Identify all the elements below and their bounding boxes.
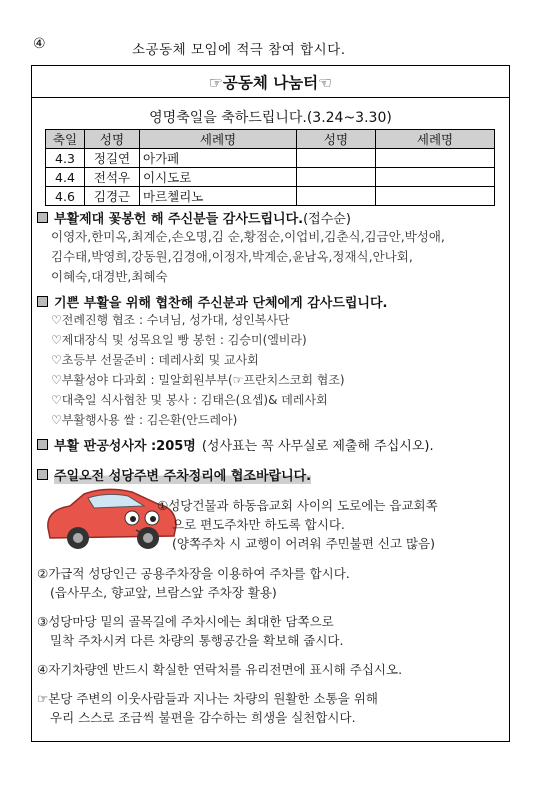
list-item: ♡부활성야 다과회 : 밀알회원부부(☞프란치스코회 협조) — [51, 373, 345, 387]
page-number: ④ — [33, 36, 46, 52]
parking-rule-1-cont: 으로 편도주차만 하도록 합시다. — [172, 517, 345, 532]
table-cell: 정길연 — [85, 149, 140, 168]
section-title: ☞공동체 나눔터☜ — [32, 66, 509, 98]
list-item: 김수태,박영희,강동원,김경애,이정자,박계순,윤남옥,정재식,안나회, — [51, 249, 413, 264]
saints-table — [45, 129, 495, 206]
table-header: 성명 — [85, 130, 140, 149]
list-item: ♡부활행사용 쌀 : 김은환(안드레아) — [51, 413, 238, 427]
confession-note: (성사표는 꼭 사무실로 제출해 주십시오). — [201, 439, 434, 454]
table-cell — [376, 149, 495, 168]
table-header: 축일 — [46, 130, 85, 149]
table-cell — [376, 187, 495, 206]
sponsor-list — [51, 310, 345, 430]
parking-heading — [37, 465, 311, 484]
list-item: 이혜숙,대경반,최혜숙 — [51, 269, 168, 284]
parking-appeal-cont: 우리 스스로 조금씩 불편을 감수하는 희생을 실천합시다. — [50, 710, 356, 725]
flower-thanks-heading — [37, 208, 351, 227]
parking-rule-1: ①성당건물과 하동읍교회 사이의 도로에는 읍교회쪽 — [157, 498, 438, 513]
table-cell: 아가페 — [140, 149, 297, 168]
table-row — [46, 149, 495, 168]
parking-rule-2: ②가급적 성당인근 공용주차장을 이용하여 주차를 합시다. — [37, 566, 350, 581]
flower-thanks-title: 부활제대 꽃봉헌 해 주신분들 감사드립니다. — [54, 212, 304, 227]
list-item: ♡제대장식 및 성목요일 빵 봉헌 : 김승미(엘비라) — [51, 333, 307, 347]
table-cell — [376, 168, 495, 187]
table-cell: 4.6 — [46, 187, 85, 206]
table-cell: 김경근 — [85, 187, 140, 206]
confession-count: 부활 판공성사자 :205명 — [54, 439, 196, 454]
parking-rule-4: ④자기차량엔 반드시 확실한 연락처를 유리전면에 표시해 주십시오. — [37, 662, 403, 677]
table-cell: 이시도로 — [140, 168, 297, 187]
square-bullet-icon — [37, 439, 48, 450]
table-cell: 4.4 — [46, 168, 85, 187]
table-cell: 전석우 — [85, 168, 140, 187]
flower-donor-list — [51, 227, 511, 287]
square-bullet-icon — [37, 212, 48, 223]
table-cell: 4.3 — [46, 149, 85, 168]
list-item: ♡대축일 식사협찬 및 봉사 : 김태은(요셉)& 데레사회 — [51, 393, 328, 407]
table-cell: 마르첼리노 — [140, 187, 297, 206]
sponsor-thanks-title: 기쁜 부활을 위해 협찬해 주신분과 단체에게 감사드립니다. — [54, 296, 388, 311]
parking-title: 주일오전 성당주변 주차정리에 협조바랍니다. — [54, 465, 311, 484]
parking-rule-3-cont: 밀착 주차시켜 다른 차량의 통행공간을 확보해 줍시다. — [50, 633, 344, 648]
square-bullet-icon — [37, 296, 48, 307]
table-row — [46, 187, 495, 206]
flower-thanks-sub: (접수순) — [303, 212, 351, 227]
page-header-title: 소공동체 모임에 적극 참여 합시다. — [132, 42, 346, 58]
table-cell — [297, 187, 376, 206]
square-bullet-icon — [37, 469, 48, 480]
table-header-row — [46, 130, 495, 149]
table-header: 세례명 — [140, 130, 297, 149]
list-item: ♡초등부 선물준비 : 데레사회 및 교사회 — [51, 353, 259, 367]
parking-appeal: ☞본당 주변의 이웃사람들과 지나는 차량의 원활한 소통을 위해 — [37, 691, 378, 706]
table-cell — [297, 149, 376, 168]
table-cell — [297, 168, 376, 187]
bulletin-frame — [31, 65, 510, 742]
confession-heading — [37, 435, 434, 454]
parking-rule-3: ③성당마당 밑의 골목길에 주차시에는 최대한 담쪽으로 — [37, 614, 334, 629]
list-item: 이영자,한미옥,최계순,손오명,김 순,황점순,이업비,김춘식,김금안,박성애, — [51, 229, 445, 244]
table-row — [46, 168, 495, 187]
congrats-heading: 영명축일을 축하드립니다.(3.24~3.30) — [149, 110, 392, 126]
parking-rule-1-note: (양쪽주차 시 교행이 어려워 주민불편 신고 많음) — [172, 536, 436, 551]
table-header: 세례명 — [376, 130, 495, 149]
list-item: ♡전례진행 협조 : 수녀님, 성가대, 성인복사단 — [51, 313, 290, 327]
sponsor-thanks-heading — [37, 292, 388, 311]
table-header: 성명 — [297, 130, 376, 149]
parking-rule-2-note: (읍사무소, 향교앞, 브람스앞 주차장 활용) — [50, 585, 277, 600]
